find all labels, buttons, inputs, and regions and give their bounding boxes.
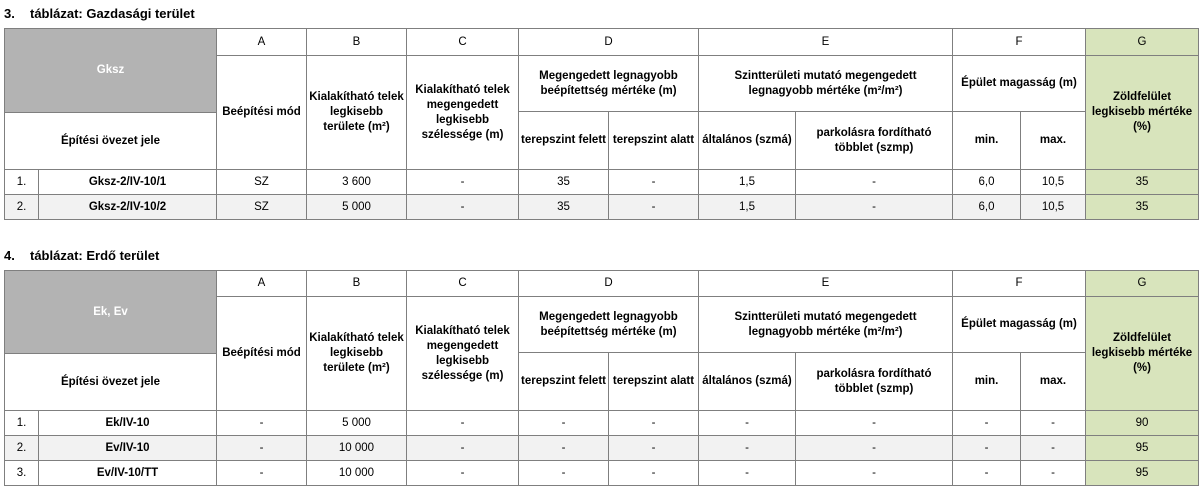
cell-parking-ratio: - xyxy=(796,411,953,436)
row-number: 1. xyxy=(5,170,39,195)
table-row xyxy=(5,411,1199,436)
col-letter-f: F xyxy=(953,271,1086,297)
zone-code: Ev/IV-10/TT xyxy=(39,461,217,486)
col-letter-g: G xyxy=(1086,29,1199,56)
cell-general-ratio: - xyxy=(699,436,796,461)
zoning-table xyxy=(4,28,1199,220)
col-letter-d: D xyxy=(519,29,699,56)
zone-code: Gksz-2/IV-10/1 xyxy=(39,170,217,195)
cell-min-plot-width: - xyxy=(407,436,519,461)
row-number: 2. xyxy=(5,436,39,461)
cell-below-ground: - xyxy=(609,195,699,220)
header-height-max: max. xyxy=(1021,353,1086,411)
cell-height-max: 10,5 xyxy=(1021,170,1086,195)
header-building-mode: Beépítési mód xyxy=(217,297,307,411)
cell-parking-ratio: - xyxy=(796,170,953,195)
table-title: táblázat: Gazdasági terület xyxy=(30,6,195,21)
header-general-ratio: általános (szmá) xyxy=(699,112,796,170)
cell-height-max: - xyxy=(1021,461,1086,486)
cell-min-plot-area: 10 000 xyxy=(307,436,407,461)
col-letter-a: A xyxy=(217,29,307,56)
cell-min-green-area: 95 xyxy=(1086,436,1199,461)
cell-building-mode: - xyxy=(217,436,307,461)
cell-below-ground: - xyxy=(609,411,699,436)
table-caption xyxy=(4,6,195,21)
cell-min-plot-area: 10 000 xyxy=(307,461,407,486)
cell-building-mode: - xyxy=(217,411,307,436)
zone-code: Ev/IV-10 xyxy=(39,436,217,461)
header-floor-area-ratio: Szintterületi mutató megengedett legnagyobb mértéke (m²/m²) xyxy=(699,297,953,353)
col-letter-e: E xyxy=(699,271,953,297)
column-letter-row xyxy=(5,271,1199,297)
header-max-coverage: Megengedett legnagyobb beépítettség mértéke (m) xyxy=(519,297,699,353)
column-letter-row xyxy=(5,29,1199,56)
header-parking-ratio: parkolásra fordítható többlet (szmp) xyxy=(796,112,953,170)
cell-height-min: - xyxy=(953,411,1021,436)
zone-code: Ek/IV-10 xyxy=(39,411,217,436)
header-building-height: Épület magasság (m) xyxy=(953,297,1086,353)
cell-height-max: - xyxy=(1021,436,1086,461)
header-min-plot-width: Kialakítható telek megengedett legkisebb szélessége (m) xyxy=(407,56,519,170)
header-height-max: max. xyxy=(1021,112,1086,170)
cell-min-green-area: 35 xyxy=(1086,170,1199,195)
col-letter-g: G xyxy=(1086,271,1199,297)
table-row xyxy=(5,436,1199,461)
cell-general-ratio: 1,5 xyxy=(699,195,796,220)
cell-building-mode: SZ xyxy=(217,170,307,195)
cell-general-ratio: 1,5 xyxy=(699,170,796,195)
cell-parking-ratio: - xyxy=(796,436,953,461)
col-letter-f: F xyxy=(953,29,1086,56)
cell-height-min: 6,0 xyxy=(953,195,1021,220)
table-caption xyxy=(4,248,159,263)
cell-general-ratio: - xyxy=(699,411,796,436)
row-number: 1. xyxy=(5,411,39,436)
col-letter-b: B xyxy=(307,29,407,56)
cell-height-min: 6,0 xyxy=(953,170,1021,195)
header-below-ground: terepszint alatt xyxy=(609,112,699,170)
row-number: 3. xyxy=(5,461,39,486)
cell-min-green-area: 35 xyxy=(1086,195,1199,220)
col-letter-c: C xyxy=(407,271,519,297)
table-title: táblázat: Erdő terület xyxy=(30,248,160,263)
zone-code: Gksz-2/IV-10/2 xyxy=(39,195,217,220)
cell-min-plot-width: - xyxy=(407,170,519,195)
col-letter-c: C xyxy=(407,29,519,56)
cell-below-ground: - xyxy=(609,170,699,195)
header-parking-ratio: parkolásra fordítható többlet (szmp) xyxy=(796,353,953,411)
table-number: 4. xyxy=(4,248,15,263)
cell-min-plot-width: - xyxy=(407,461,519,486)
cell-above-ground: - xyxy=(519,461,609,486)
header-max-coverage: Megengedett legnagyobb beépítettség mértéke (m) xyxy=(519,56,699,112)
table-number: 3. xyxy=(4,6,15,21)
header-height-min: min. xyxy=(953,353,1021,411)
cell-height-max: - xyxy=(1021,411,1086,436)
cell-parking-ratio: - xyxy=(796,461,953,486)
col-letter-a: A xyxy=(217,271,307,297)
cell-height-max: 10,5 xyxy=(1021,195,1086,220)
cell-above-ground: - xyxy=(519,436,609,461)
row-number: 2. xyxy=(5,195,39,220)
cell-below-ground: - xyxy=(609,461,699,486)
table-row xyxy=(5,170,1199,195)
cell-min-plot-width: - xyxy=(407,411,519,436)
cell-min-green-area: 90 xyxy=(1086,411,1199,436)
header-building-height: Épület magasság (m) xyxy=(953,56,1086,112)
cell-building-mode: - xyxy=(217,461,307,486)
header-below-ground: terepszint alatt xyxy=(609,353,699,411)
zone-name: Gksz xyxy=(5,29,217,113)
cell-min-plot-area: 5 000 xyxy=(307,411,407,436)
cell-below-ground: - xyxy=(609,436,699,461)
cell-min-plot-area: 5 000 xyxy=(307,195,407,220)
cell-min-green-area: 95 xyxy=(1086,461,1199,486)
col-letter-b: B xyxy=(307,271,407,297)
col-letter-e: E xyxy=(699,29,953,56)
table-row xyxy=(5,461,1199,486)
cell-above-ground: 35 xyxy=(519,195,609,220)
zoning-table xyxy=(4,270,1199,486)
header-min-plot-area: Kialakítható telek legkisebb területe (m²) xyxy=(307,56,407,170)
zone-name: Ek, Ev xyxy=(5,271,217,354)
header-building-mode: Beépítési mód xyxy=(217,56,307,170)
cell-min-plot-width: - xyxy=(407,195,519,220)
header-min-green-area: Zöldfelület legkisebb mértéke (%) xyxy=(1086,297,1199,411)
header-min-plot-width: Kialakítható telek megengedett legkisebb szélessége (m) xyxy=(407,297,519,411)
col-letter-d: D xyxy=(519,271,699,297)
cell-building-mode: SZ xyxy=(217,195,307,220)
cell-min-plot-area: 3 600 xyxy=(307,170,407,195)
header-floor-area-ratio: Szintterületi mutató megengedett legnagyobb mértéke (m²/m²) xyxy=(699,56,953,112)
cell-above-ground: 35 xyxy=(519,170,609,195)
table-row xyxy=(5,195,1199,220)
cell-parking-ratio: - xyxy=(796,195,953,220)
zone-label: Építési övezet jele xyxy=(5,354,217,411)
header-height-min: min. xyxy=(953,112,1021,170)
header-above-ground: terepszint felett xyxy=(519,112,609,170)
header-general-ratio: általános (szmá) xyxy=(699,353,796,411)
header-min-green-area: Zöldfelület legkisebb mértéke (%) xyxy=(1086,56,1199,170)
zone-label: Építési övezet jele xyxy=(5,113,217,170)
header-min-plot-area: Kialakítható telek legkisebb területe (m²) xyxy=(307,297,407,411)
cell-height-min: - xyxy=(953,461,1021,486)
header-above-ground: terepszint felett xyxy=(519,353,609,411)
cell-height-min: - xyxy=(953,436,1021,461)
cell-general-ratio: - xyxy=(699,461,796,486)
cell-above-ground: - xyxy=(519,411,609,436)
